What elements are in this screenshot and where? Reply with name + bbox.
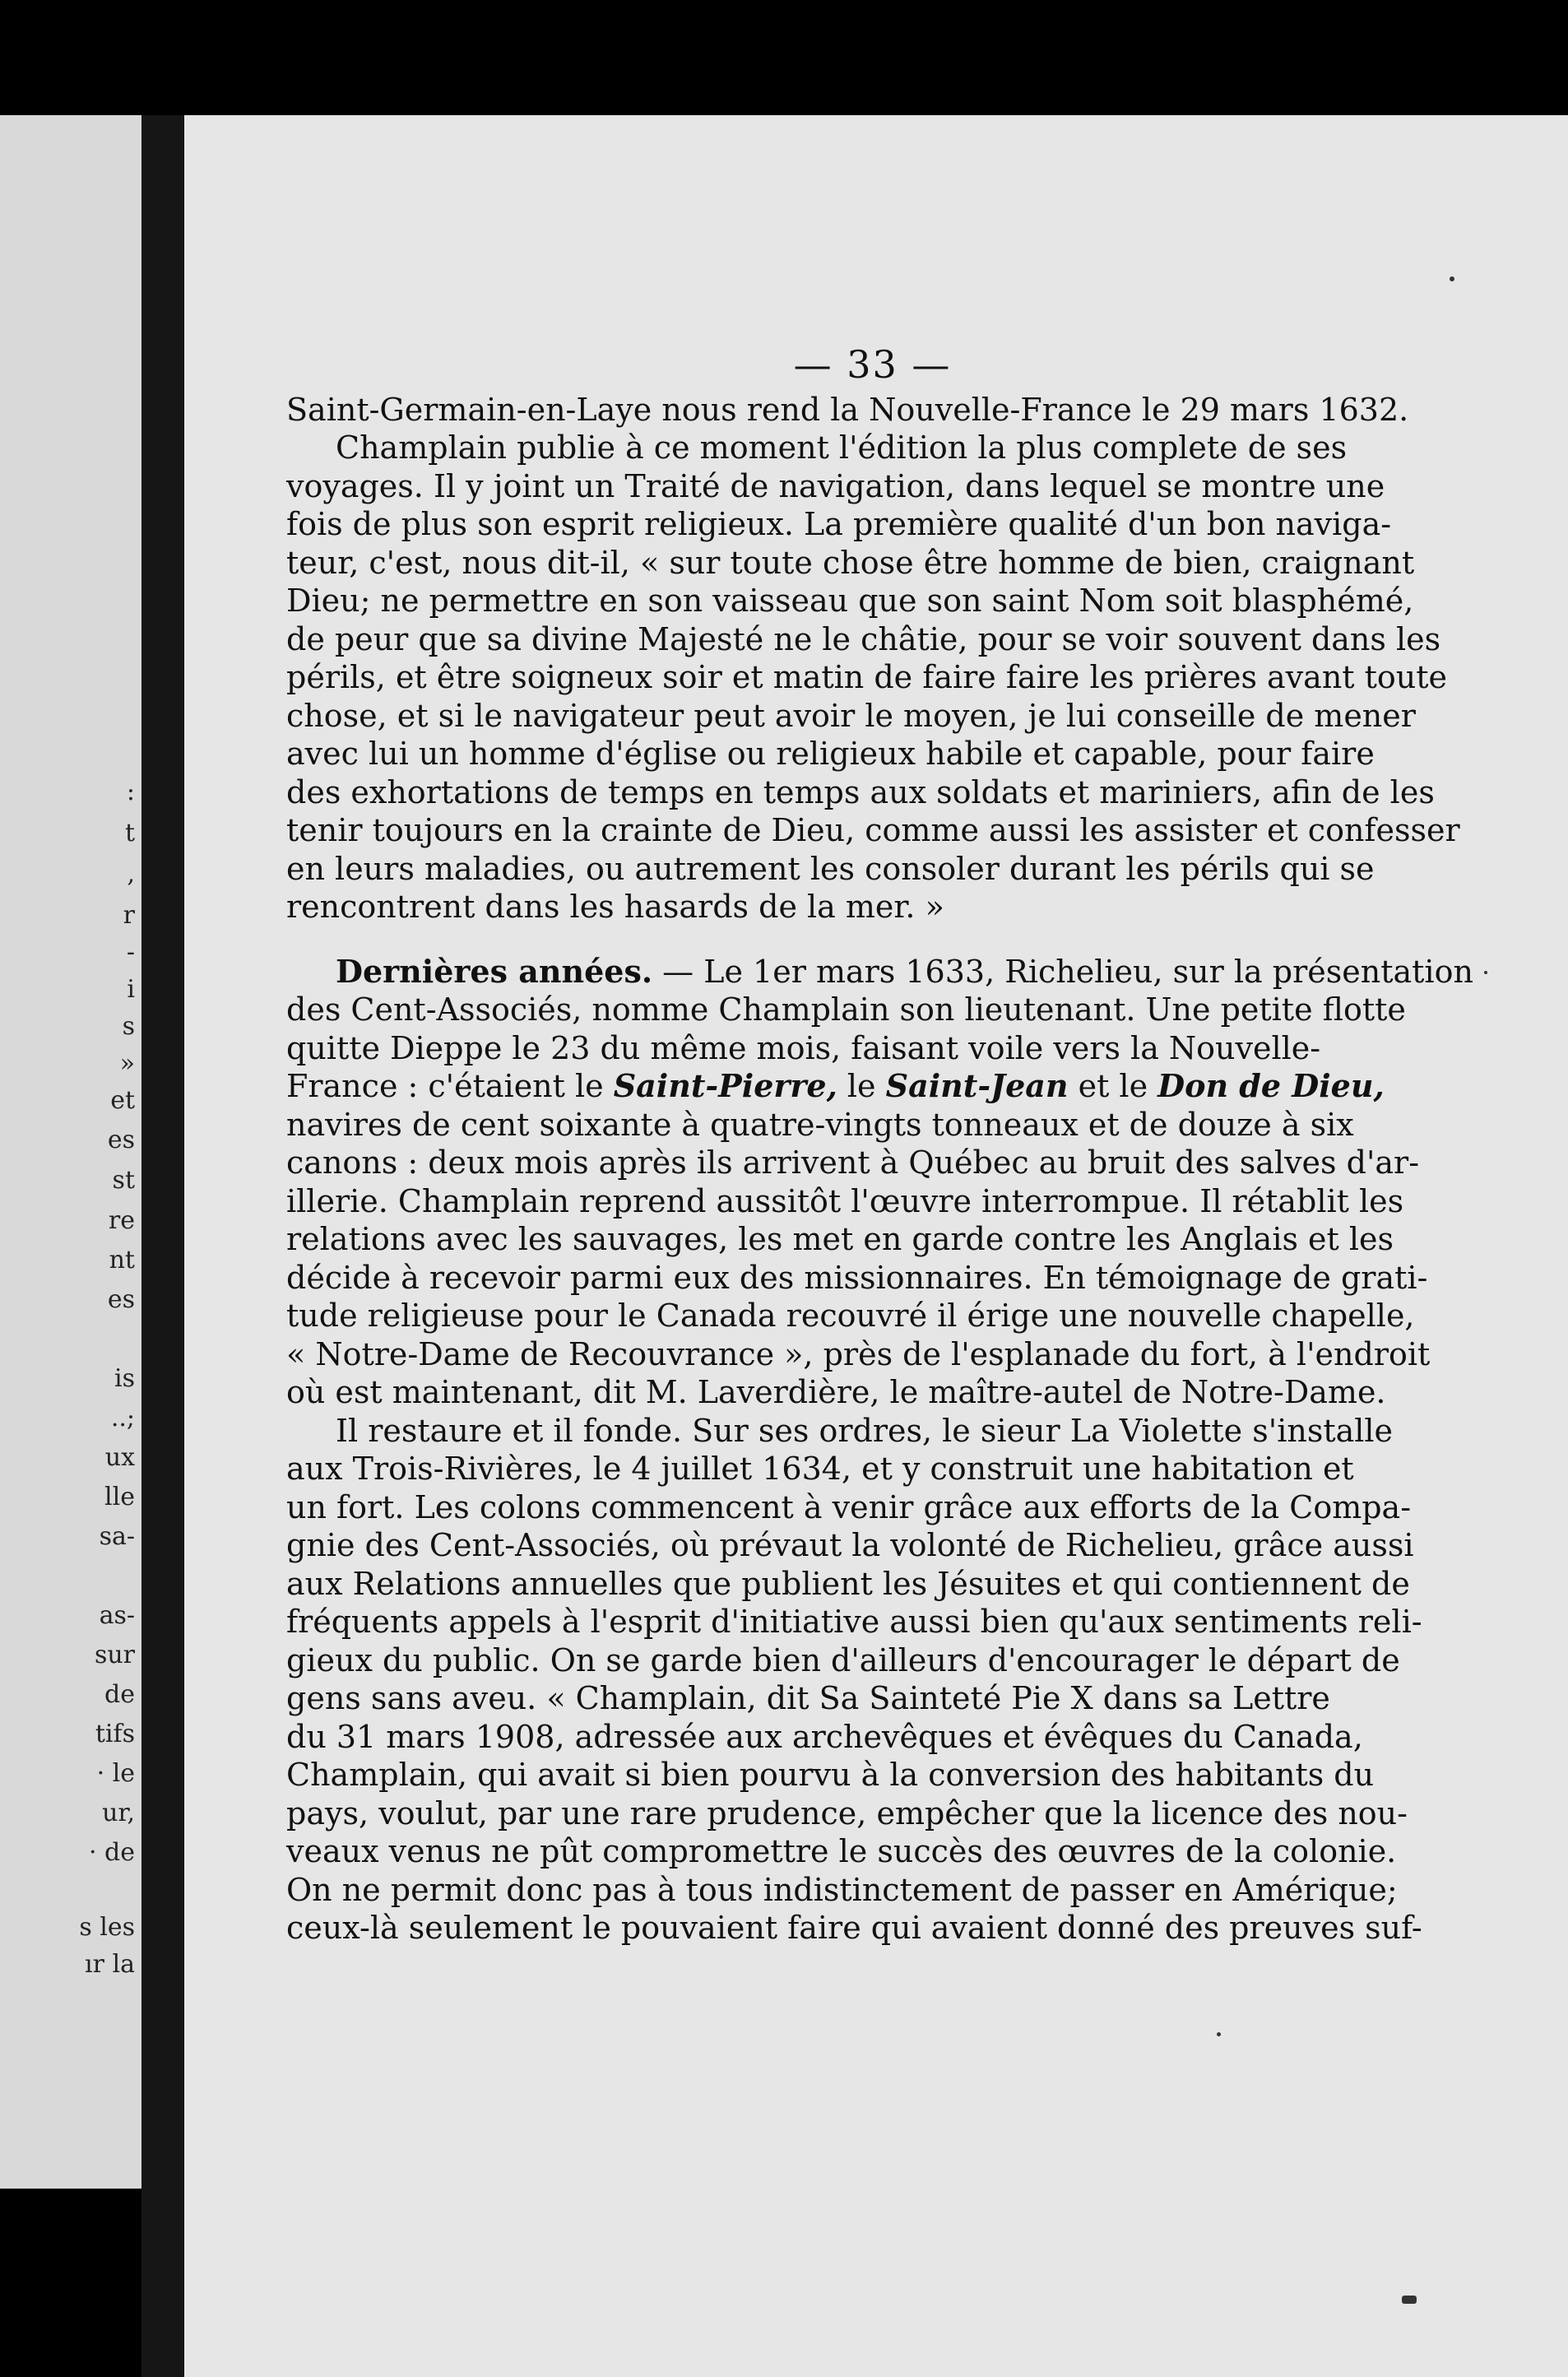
text-line: périls, et être soigneux soir et matin de faire faire les prières avant toute [286, 659, 1448, 695]
text-line: aux Trois-Rivières, le 4 juillet 1634, et y construit une habitation et [286, 1451, 1354, 1487]
text-line: fréquents appels à l'esprit d'initiative aussi bien qu'aux sentiments reli- [286, 1604, 1422, 1640]
text-line: de peur que sa divine Majesté ne le châtie, pour se voir souvent dans les [286, 620, 1441, 657]
text-line: gnie des Cent-Associés, où prévaut la volonté de Richelieu, grâce aussi [286, 1527, 1414, 1563]
left-fragment: r [123, 901, 135, 930]
text-line: On ne permit donc pas à tous indistinctement de passer en Amérique; [286, 1871, 1398, 1908]
text-run: et le [1068, 1068, 1158, 1104]
text-line: tude religieuse pour le Canada recouvré il érige une nouvelle chapelle, [286, 1298, 1415, 1334]
text-run: le [837, 1068, 886, 1104]
text-line: Il restaure et il fonde. Sur ses ordres, le sieur La Violette s'installe [336, 1412, 1394, 1449]
text-line: voyages. Il y joint un Traité de navigation, dans lequel se montre une [286, 467, 1385, 504]
left-fragment: de [104, 1680, 135, 1709]
paragraph-il-restaure [286, 1412, 1422, 1948]
text-line [286, 952, 1473, 991]
left-fragment: t [124, 819, 135, 847]
text-line: avec lui un homme d'église ou religieux habile et capable, pour faire [286, 736, 1375, 772]
left-fragment: es [107, 1126, 135, 1154]
text-line [286, 1067, 1385, 1106]
section-heading: Dernières années. [336, 952, 653, 990]
text-line: gieux du public. On se garde bien d'ailleurs d'encourager le départ de [286, 1641, 1400, 1678]
book-page [184, 115, 1568, 2377]
paper-speck [1217, 2032, 1221, 2036]
text-line: chose, et si le navigateur peut avoir le moyen, je lui conseille de mener [286, 697, 1416, 734]
left-fragment: st [112, 1166, 135, 1195]
left-fragment: tifs [95, 1720, 135, 1748]
paragraph-gap [286, 926, 1294, 953]
text-line: ceux-là seulement le pouvaient faire qui avaient donné des preuves suf- [286, 1910, 1422, 1946]
text-line: un fort. Les colons commencent à venir grâce aux efforts de la Compa- [286, 1488, 1412, 1525]
page-text [286, 342, 1473, 1948]
left-fragment: s [122, 1012, 135, 1041]
left-fragment: et [110, 1086, 135, 1115]
text-line: illerie. Champlain reprend aussitôt l'œuvre interrompue. Il rétablit les [286, 1182, 1404, 1219]
left-fragment: es [107, 1285, 135, 1314]
text-line: en leurs maladies, ou autrement les consoler durant les périls qui se [286, 850, 1375, 887]
left-fragment: is [114, 1364, 135, 1393]
text-line: relations avec les sauvages, les met en garde contre les Anglais et les [286, 1221, 1394, 1257]
text-run: — Le 1er mars 1633, Richelieu, sur la présentation [652, 953, 1473, 990]
text-line: Dieu; ne permettre en son vaisseau que son saint Nom soit blasphémé, [286, 583, 1414, 619]
left-fragment: ur, [102, 1799, 135, 1827]
text-line: rencontrent dans les hasards de la mer. » [286, 889, 944, 925]
ship-name: Don de Dieu, [1157, 1067, 1385, 1104]
text-line: pays, voulut, par une rare prudence, empêcher que la licence des nou- [286, 1794, 1408, 1831]
text-line: Saint-Germain-en-Laye nous rend la Nouvelle-France le 29 mars 1632. [286, 391, 1409, 428]
text-line: canons : deux mois après ils arrivent à Québec au bruit des salves d'ar- [286, 1144, 1420, 1181]
page-number: — 33 — [793, 342, 952, 387]
paper-speck [1484, 971, 1487, 974]
text-line: où est maintenant, dit M. Laverdière, le maître-autel de Notre-Dame. [286, 1374, 1386, 1410]
left-fragment: re [108, 1206, 135, 1235]
text-line: Champlain, qui avait si bien pourvu à la conversion des habitants du [286, 1757, 1375, 1793]
text-line: teur, c'est, nous dit-il, « sur toute chose être homme de bien, craignant [286, 544, 1415, 581]
left-fragment: as- [99, 1601, 135, 1630]
text-line: « Notre-Dame de Recouvrance », près de l'esplanade du fort, à l'endroit [286, 1335, 1431, 1372]
left-fragment: , [127, 860, 135, 889]
paragraph-traite-de-navigation [286, 391, 1460, 926]
left-fragment: ux [104, 1443, 135, 1472]
text-line: veaux venus ne pût compromettre le succès des œuvres de la colonie. [286, 1833, 1397, 1869]
left-fragment: sur [94, 1641, 135, 1669]
left-fragment: : [126, 778, 135, 806]
text-line: navires de cent soixante à quatre-vingts tonneaux et de douze à six [286, 1106, 1354, 1143]
text-line: gens sans aveu. « Champlain, dit Sa Sainteté Pie X dans sa Lettre [286, 1680, 1330, 1716]
paper-speck [1402, 2296, 1417, 2304]
paragraph-dernieres-annees [286, 952, 1473, 1412]
text-line: aux Relations annuelles que publient les Jésuites et qui contiennent de [286, 1565, 1410, 1602]
text-line: tenir toujours en la crainte de Dieu, comme aussi les assister et confesser [286, 812, 1460, 848]
book-gutter [141, 115, 184, 2377]
text-line: fois de plus son esprit religieux. La première qualité d'un bon naviga- [286, 506, 1392, 542]
left-fragment: ır la [85, 1950, 135, 1979]
text-line: des Cent-Associés, nomme Champlain son lieutenant. Une petite flotte [286, 991, 1406, 1028]
left-fragment: s les [79, 1913, 135, 1942]
left-fragment: lle [104, 1483, 135, 1511]
left-fragment: - [126, 938, 135, 967]
text-run: France : c'étaient le [286, 1068, 614, 1104]
text-line: quitte Dieppe le 23 du même mois, faisant voile vers la Nouvelle- [286, 1029, 1321, 1066]
left-fragment: » [119, 1049, 135, 1078]
ship-name: Saint-Jean [885, 1067, 1069, 1104]
ship-name: Saint-Pierre, [613, 1067, 837, 1104]
paper-speck [1450, 276, 1454, 281]
left-fragment: sa- [99, 1522, 135, 1551]
left-fragment: i [127, 975, 135, 1004]
left-fragment: · le [96, 1759, 135, 1788]
text-line: des exhortations de temps en temps aux soldats et mariniers, afin de les [286, 773, 1435, 810]
left-fragment: · de [88, 1838, 135, 1867]
left-page-edge [0, 115, 141, 2189]
text-line: Champlain publie à ce moment l'édition la plus complete de ses [336, 429, 1348, 466]
left-fragment: nt [109, 1246, 135, 1274]
text-line: du 31 mars 1908, adressée aux archevêques et évêques du Canada, [286, 1718, 1363, 1755]
text-line: décide à recevoir parmi eux des missionnaires. En témoignage de grati- [286, 1259, 1428, 1296]
left-fragment: ..; [110, 1404, 135, 1432]
